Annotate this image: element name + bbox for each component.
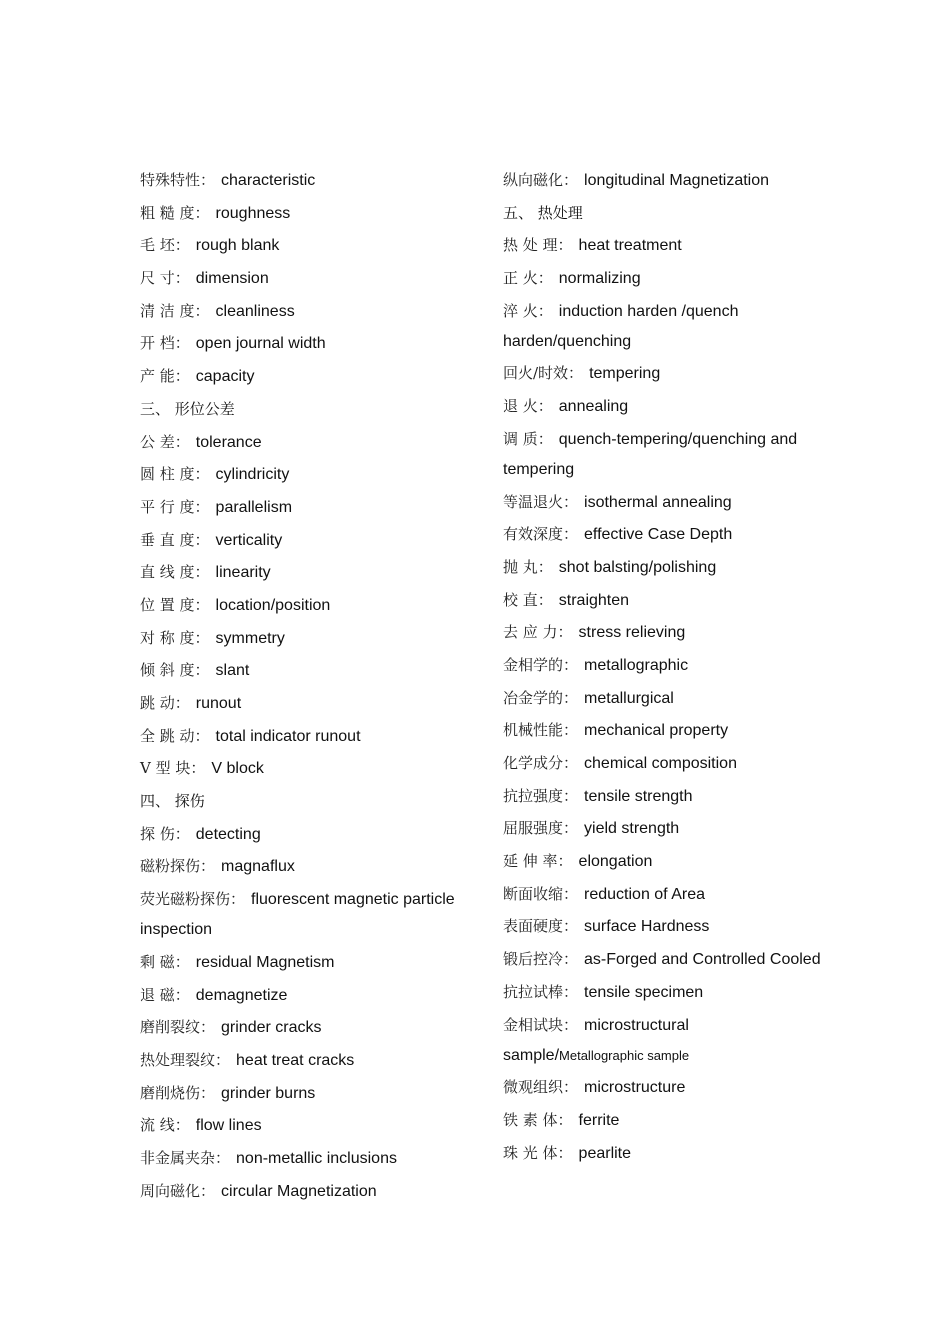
glossary-entry bbox=[140, 1078, 490, 1109]
term-english: yield strength bbox=[584, 820, 680, 838]
glossary-entry bbox=[503, 519, 833, 550]
term-chinese: 周向磁化： bbox=[140, 1181, 216, 1200]
term-chinese: 屈服强度： bbox=[503, 819, 579, 838]
glossary-entry bbox=[140, 688, 490, 719]
term-chinese: 毛 坯： bbox=[140, 236, 190, 255]
term-chinese: 抗拉强度： bbox=[503, 786, 579, 805]
glossary-entry bbox=[140, 263, 490, 294]
term-chinese: 机械性能： bbox=[503, 721, 579, 740]
term-english: as-Forged and Controlled Cooled bbox=[584, 951, 821, 969]
term-chinese: 平 行 度： bbox=[140, 497, 210, 516]
glossary-entry bbox=[140, 1143, 490, 1174]
glossary-entry bbox=[503, 617, 833, 648]
term-english: longitudinal Magnetization bbox=[584, 172, 770, 189]
term-english: demagnetize bbox=[195, 986, 288, 1004]
term-english: grinder cracks bbox=[221, 1019, 322, 1037]
glossary-entry bbox=[503, 165, 833, 196]
glossary-entry bbox=[140, 590, 490, 621]
term-english: characteristic bbox=[221, 172, 316, 189]
term-english: parallelism bbox=[215, 498, 293, 516]
section-heading bbox=[140, 786, 490, 817]
term-english: stress relieving bbox=[578, 624, 686, 642]
term-chinese: 开 档： bbox=[140, 334, 190, 353]
term-english: quench-tempering/quenching and tempering bbox=[503, 430, 798, 478]
term-english: runout bbox=[195, 695, 242, 712]
glossary-entry bbox=[503, 879, 833, 910]
glossary-entry bbox=[140, 819, 490, 850]
term-chinese: 表面硬度： bbox=[503, 917, 579, 936]
term-chinese: 铁 素 体： bbox=[503, 1110, 573, 1129]
term-chinese: 非金属夹杂： bbox=[140, 1148, 231, 1167]
term-english: metallurgical bbox=[584, 689, 674, 707]
term-chinese: 磨削烧伤： bbox=[140, 1083, 216, 1102]
term-english: tolerance bbox=[195, 433, 262, 451]
glossary-entry bbox=[140, 623, 490, 654]
term-english: verticality bbox=[215, 531, 283, 549]
glossary-entry bbox=[503, 487, 833, 518]
glossary-entry bbox=[140, 947, 490, 978]
glossary-entry bbox=[503, 813, 833, 844]
term-english: tensile strength bbox=[584, 787, 693, 805]
term-chinese: 锻后控冷： bbox=[503, 950, 579, 969]
term-chinese: 金相试块： bbox=[503, 1015, 579, 1034]
glossary-entry bbox=[140, 427, 490, 458]
term-english: microstructure bbox=[584, 1079, 686, 1097]
glossary-entry bbox=[140, 198, 490, 229]
term-chinese: 尺 寸： bbox=[140, 269, 190, 288]
term-english: grinder burns bbox=[221, 1084, 316, 1102]
term-english: heat treatment bbox=[578, 237, 682, 255]
term-english: residual Magnetism bbox=[195, 953, 335, 971]
term-chinese: V 型 块： bbox=[140, 759, 206, 778]
glossary-entry bbox=[140, 884, 490, 945]
term-english: induction harden /quench harden/quenching bbox=[503, 302, 739, 350]
term-english: mechanical property bbox=[584, 722, 729, 740]
term-english: tempering bbox=[589, 365, 661, 383]
glossary-entry bbox=[503, 715, 833, 746]
term-chinese: 珠 光 体： bbox=[503, 1143, 573, 1162]
section-heading-text: 三、 形位公差 bbox=[140, 399, 235, 418]
glossary-entry bbox=[140, 721, 490, 752]
term-chinese: 位 置 度： bbox=[140, 595, 210, 614]
term-chinese: 直 线 度： bbox=[140, 563, 210, 582]
term-chinese: 去 应 力： bbox=[503, 623, 573, 642]
term-chinese: 圆 柱 度： bbox=[140, 465, 210, 484]
glossary-entry bbox=[503, 977, 833, 1008]
term-english: reduction of Area bbox=[584, 885, 705, 903]
term-english: circular Magnetization bbox=[221, 1182, 377, 1200]
term-chinese: 荧光磁粉探伤： bbox=[140, 890, 246, 909]
term-english: elongation bbox=[578, 853, 653, 871]
term-english: annealing bbox=[558, 398, 629, 416]
term-english: metallographic bbox=[584, 656, 689, 674]
left-column bbox=[140, 165, 490, 1208]
term-english: location/position bbox=[215, 596, 331, 614]
glossary-entry bbox=[140, 361, 490, 392]
glossary-entry bbox=[140, 753, 490, 784]
term-english: non-metallic inclusions bbox=[236, 1149, 397, 1167]
glossary-entry bbox=[503, 781, 833, 812]
term-english: effective Case Depth bbox=[584, 526, 733, 544]
term-english: chemical composition bbox=[584, 755, 737, 772]
term-english: rough blank bbox=[195, 237, 280, 255]
term-chinese: 调 质： bbox=[503, 429, 553, 448]
term-chinese: 等温退火： bbox=[503, 492, 579, 511]
term-chinese: 退 磁： bbox=[140, 985, 190, 1004]
term-chinese: 断面收缩： bbox=[503, 884, 579, 903]
term-english: cleanliness bbox=[215, 302, 295, 320]
term-chinese: 特殊特性： bbox=[140, 171, 216, 189]
glossary-entry bbox=[140, 851, 490, 882]
term-chinese: 流 线： bbox=[140, 1116, 190, 1135]
term-english: capacity bbox=[195, 368, 255, 386]
term-english: normalizing bbox=[558, 270, 641, 288]
glossary-entry bbox=[503, 424, 833, 485]
term-chinese: 全 跳 动： bbox=[140, 726, 210, 745]
term-english: shot balsting/polishing bbox=[558, 558, 717, 576]
term-english: tensile specimen bbox=[584, 983, 704, 1001]
term-english: surface Hardness bbox=[584, 918, 710, 936]
term-english: linearity bbox=[215, 564, 271, 582]
glossary-entry bbox=[503, 650, 833, 681]
term-english: open journal width bbox=[195, 335, 326, 353]
glossary-entry bbox=[140, 459, 490, 490]
glossary-entry bbox=[503, 683, 833, 714]
term-english: total indicator runout bbox=[215, 727, 361, 745]
glossary-entry bbox=[503, 1138, 833, 1169]
term-english-alt: Metallographic sample bbox=[559, 1047, 690, 1063]
term-chinese: 抛 丸： bbox=[503, 557, 553, 576]
term-english: symmetry bbox=[215, 629, 285, 647]
glossary-entry bbox=[503, 846, 833, 877]
glossary-entry bbox=[140, 525, 490, 556]
glossary-entry bbox=[140, 655, 490, 686]
term-chinese: 抗拉试棒： bbox=[503, 982, 579, 1001]
glossary-entry bbox=[503, 263, 833, 294]
glossary-entry bbox=[140, 1110, 490, 1141]
term-english: detecting bbox=[195, 825, 261, 843]
term-english: ferrite bbox=[578, 1111, 620, 1129]
section-heading-text: 四、 探伤 bbox=[140, 792, 205, 811]
term-chinese: 剩 磁： bbox=[140, 952, 190, 971]
term-english: isothermal annealing bbox=[584, 493, 732, 511]
term-english: straighten bbox=[558, 591, 630, 609]
term-chinese: 热 处 理： bbox=[503, 236, 573, 255]
term-english: flow lines bbox=[195, 1117, 262, 1135]
term-chinese: 微观组织： bbox=[503, 1078, 579, 1097]
term-english: fluorescent magnetic particle inspection bbox=[140, 891, 455, 939]
glossary-entry bbox=[503, 230, 833, 261]
term-chinese: 热处理裂纹： bbox=[140, 1050, 231, 1069]
glossary-entry bbox=[503, 944, 833, 975]
glossary-entry bbox=[503, 1105, 833, 1136]
term-chinese: 对 称 度： bbox=[140, 628, 210, 647]
term-english: microstructural sample/ bbox=[503, 1016, 689, 1064]
term-english: pearlite bbox=[578, 1144, 632, 1162]
right-column bbox=[503, 165, 833, 1170]
glossary-entry bbox=[140, 328, 490, 359]
term-chinese: 探 伤： bbox=[140, 824, 190, 843]
term-chinese: 产 能： bbox=[140, 367, 190, 386]
glossary-entry bbox=[140, 1176, 490, 1207]
term-chinese: 回火/时效： bbox=[503, 364, 584, 383]
term-chinese: 校 直： bbox=[503, 590, 553, 609]
term-english: cylindricity bbox=[215, 466, 290, 484]
glossary-entry bbox=[503, 552, 833, 583]
term-chinese: 金相学的： bbox=[503, 655, 579, 674]
term-english: magnaflux bbox=[221, 858, 295, 876]
glossary-entry bbox=[503, 391, 833, 422]
glossary-entry bbox=[140, 165, 490, 196]
term-chinese: 公 差： bbox=[140, 432, 190, 451]
term-chinese: 退 火： bbox=[503, 397, 553, 416]
glossary-entry bbox=[140, 230, 490, 261]
glossary-entry bbox=[140, 557, 490, 588]
glossary-entry bbox=[140, 1012, 490, 1043]
term-chinese: 清 洁 度： bbox=[140, 301, 210, 320]
term-chinese: 化学成分： bbox=[503, 754, 579, 772]
glossary-entry bbox=[503, 748, 833, 779]
term-chinese: 磁粉探伤： bbox=[140, 857, 216, 876]
term-chinese: 正 火： bbox=[503, 269, 553, 288]
glossary-entry bbox=[503, 1072, 833, 1103]
glossary-entry bbox=[503, 585, 833, 616]
glossary-entry bbox=[140, 492, 490, 523]
glossary-entry bbox=[503, 911, 833, 942]
glossary-entry bbox=[140, 1045, 490, 1076]
term-chinese: 延 伸 率： bbox=[503, 852, 573, 871]
term-chinese: 纵向磁化： bbox=[503, 171, 579, 189]
term-chinese: 跳 动： bbox=[140, 694, 190, 712]
term-english: dimension bbox=[195, 270, 269, 288]
term-chinese: 垂 直 度： bbox=[140, 530, 210, 549]
term-chinese: 淬 火： bbox=[503, 301, 553, 320]
term-english: heat treat cracks bbox=[236, 1051, 355, 1069]
section-heading bbox=[503, 198, 833, 229]
glossary-entry bbox=[140, 296, 490, 327]
section-heading-text: 五、 热处理 bbox=[503, 203, 583, 222]
term-english: V block bbox=[211, 760, 264, 778]
term-english: roughness bbox=[215, 204, 291, 222]
term-chinese: 磨削裂纹： bbox=[140, 1018, 216, 1037]
section-heading bbox=[140, 394, 490, 425]
term-chinese: 冶金学的： bbox=[503, 688, 579, 707]
glossary-entry bbox=[503, 1010, 833, 1071]
glossary-entry bbox=[140, 980, 490, 1011]
term-chinese: 粗 糙 度： bbox=[140, 203, 210, 222]
glossary-entry bbox=[503, 358, 833, 389]
term-chinese: 倾 斜 度： bbox=[140, 661, 210, 680]
glossary-entry bbox=[503, 296, 833, 357]
term-english: slant bbox=[215, 662, 250, 680]
term-chinese: 有效深度： bbox=[503, 525, 579, 544]
